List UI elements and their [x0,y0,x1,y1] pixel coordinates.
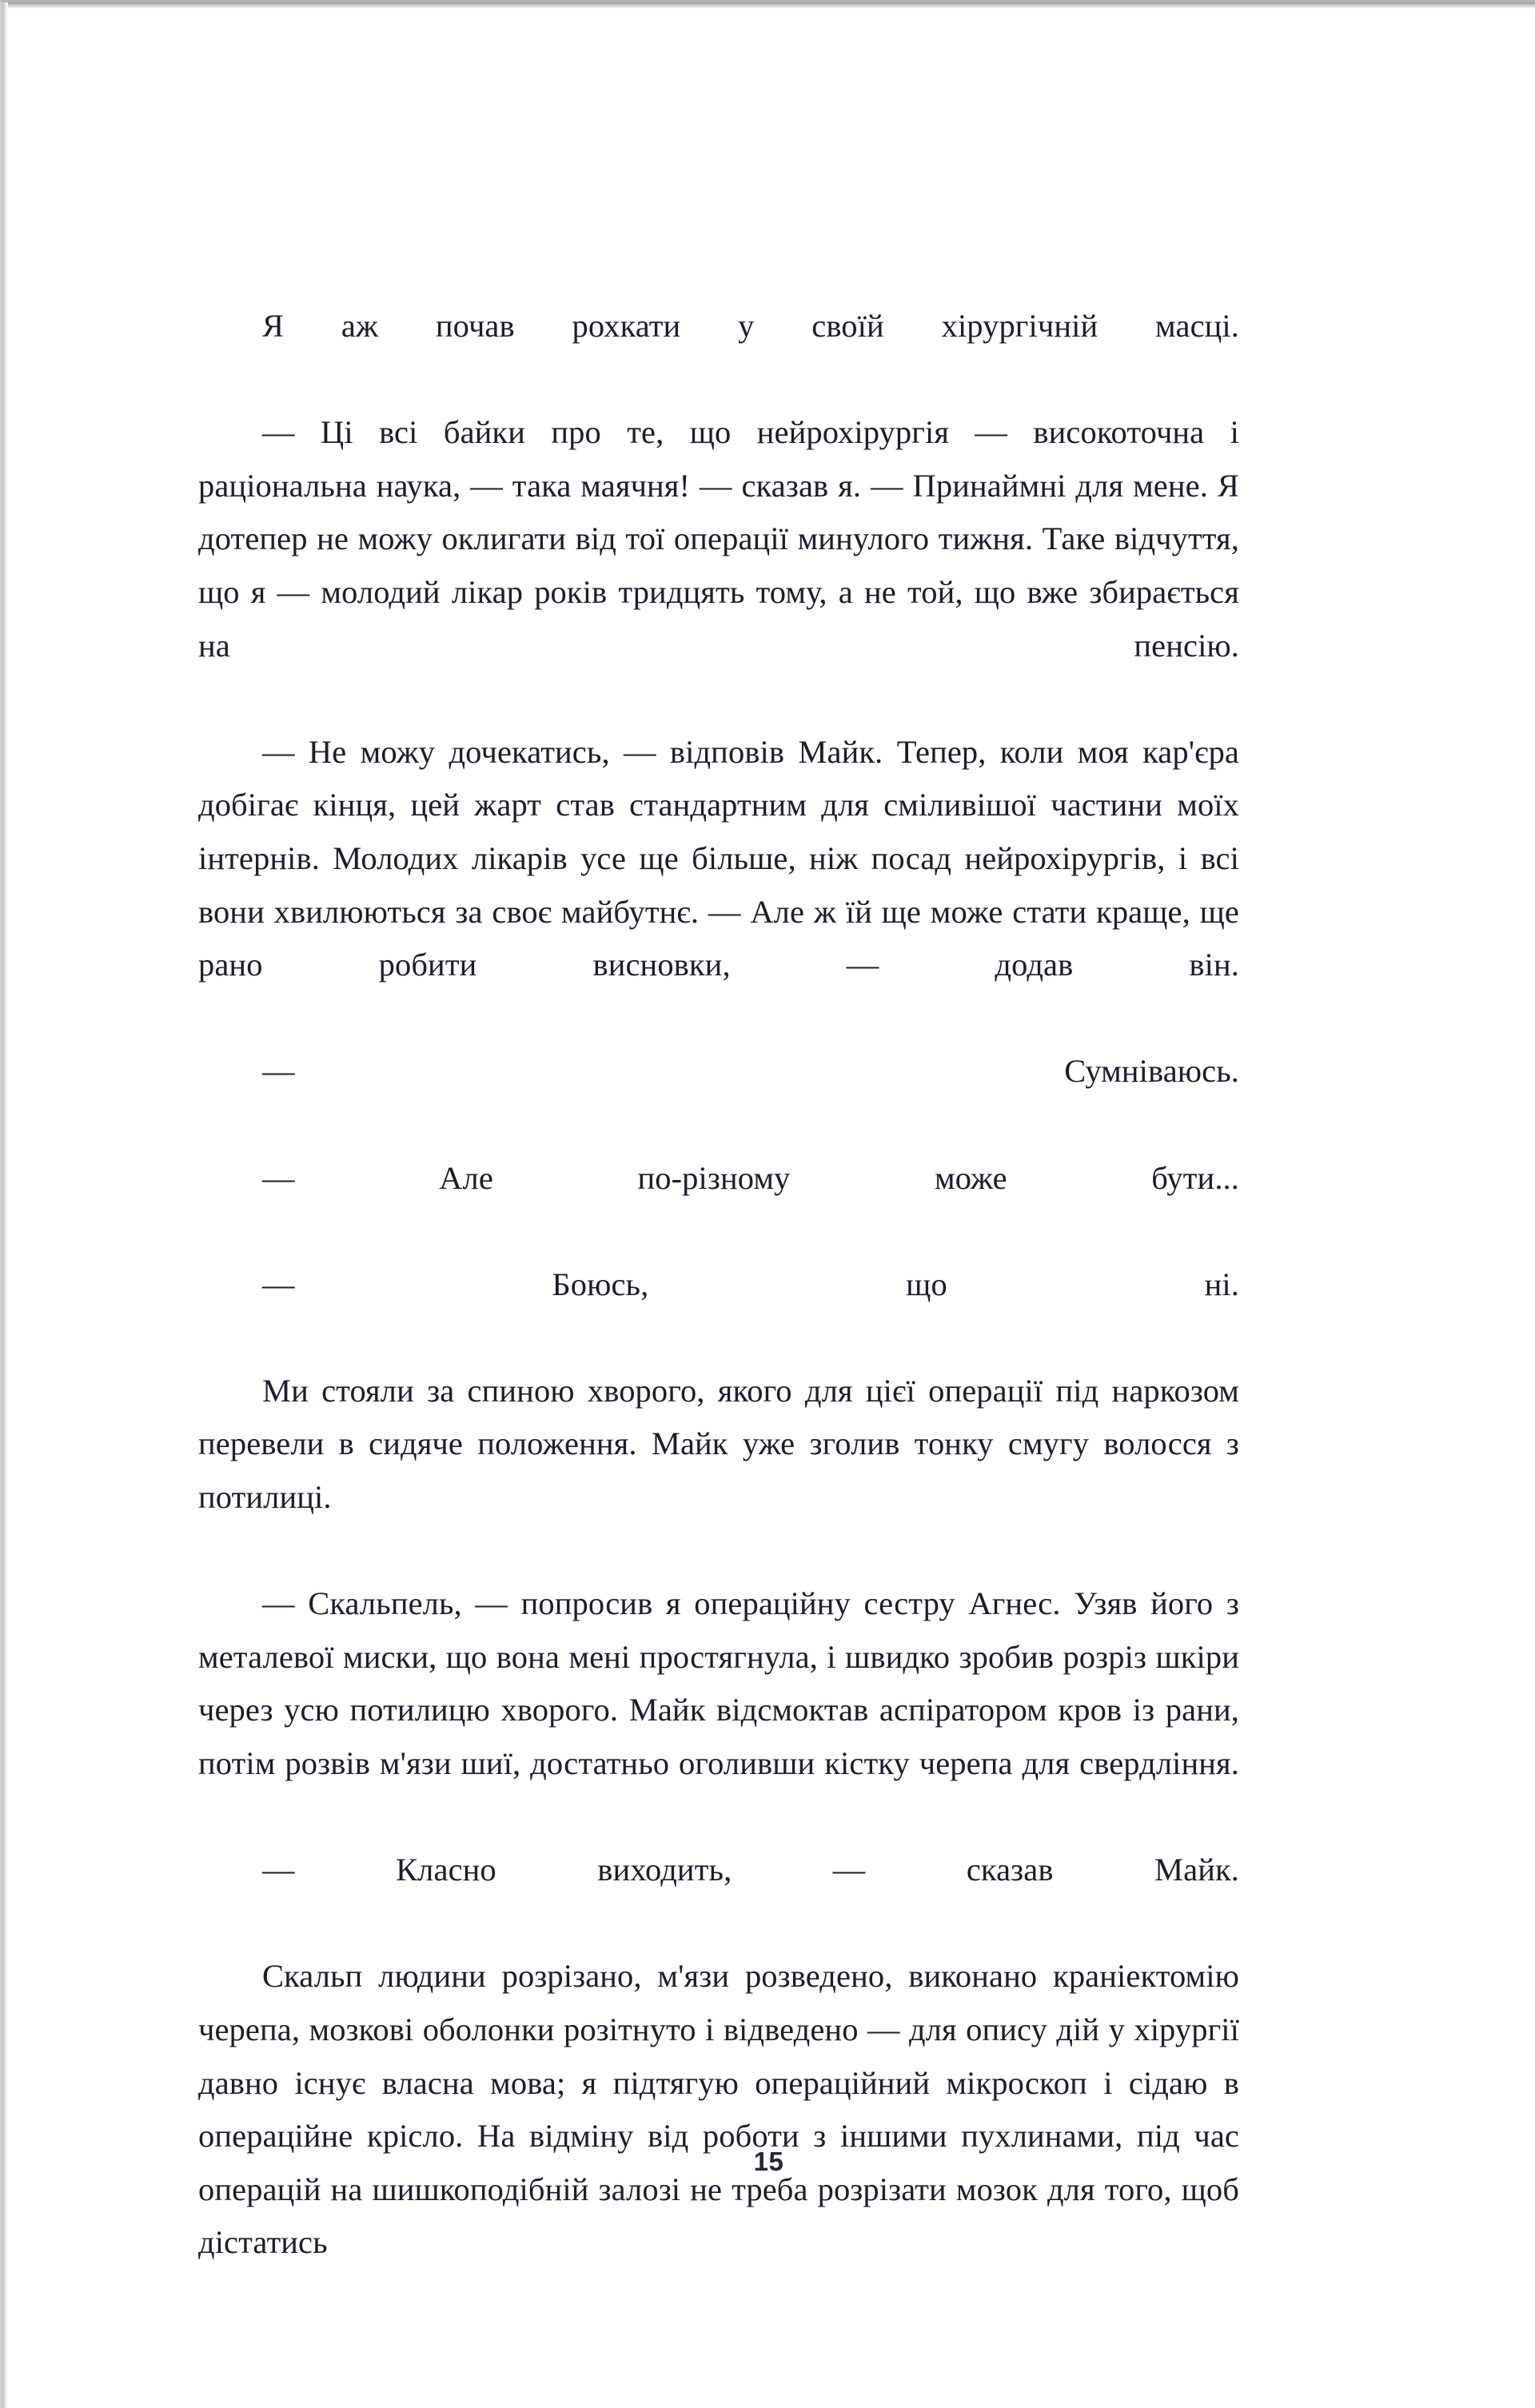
paragraph: — Не можу дочекатись, — відповів Майк. Тепер, коли моя кар'єра добігає кінця, цей жарт став стандартним для сміливішої частини моїх інтернів. Молодих лікарів усе ще більше, ніж посад нейрохірургів, і всі вони хвилюються за своє майбутнє. — Але ж їй ще може стати краще, ще рано робити висновки, — додав він. [198,733,1239,983]
paragraph: — Скальпель, — попросив я операційну сестру Агнес. Узяв його з металевої миски, що вона мені простягнула, і швидко зробив розріз шкіри через усю потилицю хворого. Майк відсмоктав аспіратором кров із рани, потім розвів м'язи шиї, достатньо оголивши кістку черепа для свердління. [198,1585,1239,1782]
paragraph: Ми стояли за спиною хворого, якого для цієї операції під наркозом перевели в сидяче положення. Майк уже зголив тонку смугу волосся з потилиці. [198,1372,1239,1516]
page-text-block [198,300,1239,2323]
paragraph: — Ці всі байки про те, що нейрохірургія — високоточна і раціональна наука, — така маячня! — сказав я. — Принаймні для мене. Я дотепер не можу оклигати від тої операції минулого тижня. Таке відчуття, що я — молодий лікар років тридцять тому, а не той, що вже збирається на пенсію. [198,414,1239,664]
paragraph: — Сумніваюсь. [262,1053,1239,1090]
paragraph: Я аж почав рохкати у своїй хірургічній масці. [262,308,1239,344]
paragraph: — Класно виходить, — сказав Майк. [262,1852,1239,1888]
scan-edge-left [2,2,8,2408]
scan-edge-top [2,2,1535,9]
page-number: 15 [753,2147,784,2176]
paragraph: — Але по-різному може бути... [262,1159,1239,1196]
paragraph: — Боюсь, що ні. [262,1266,1239,1302]
paragraph: Скальп людини розрізано, м'язи розведено, виконано краніектомію черепа, мозкові оболонки розітнуто і відведено — для опису дій у хірургії давно існує власна мова; я підтягую операційний мікроскоп і сідаю в операційне крісло. На відміну від роботи з іншими пухлинами, під час операцій на шишкоподібній залозі не треба розрізати мозок для того, щоб дістатись [198,1958,1239,2261]
